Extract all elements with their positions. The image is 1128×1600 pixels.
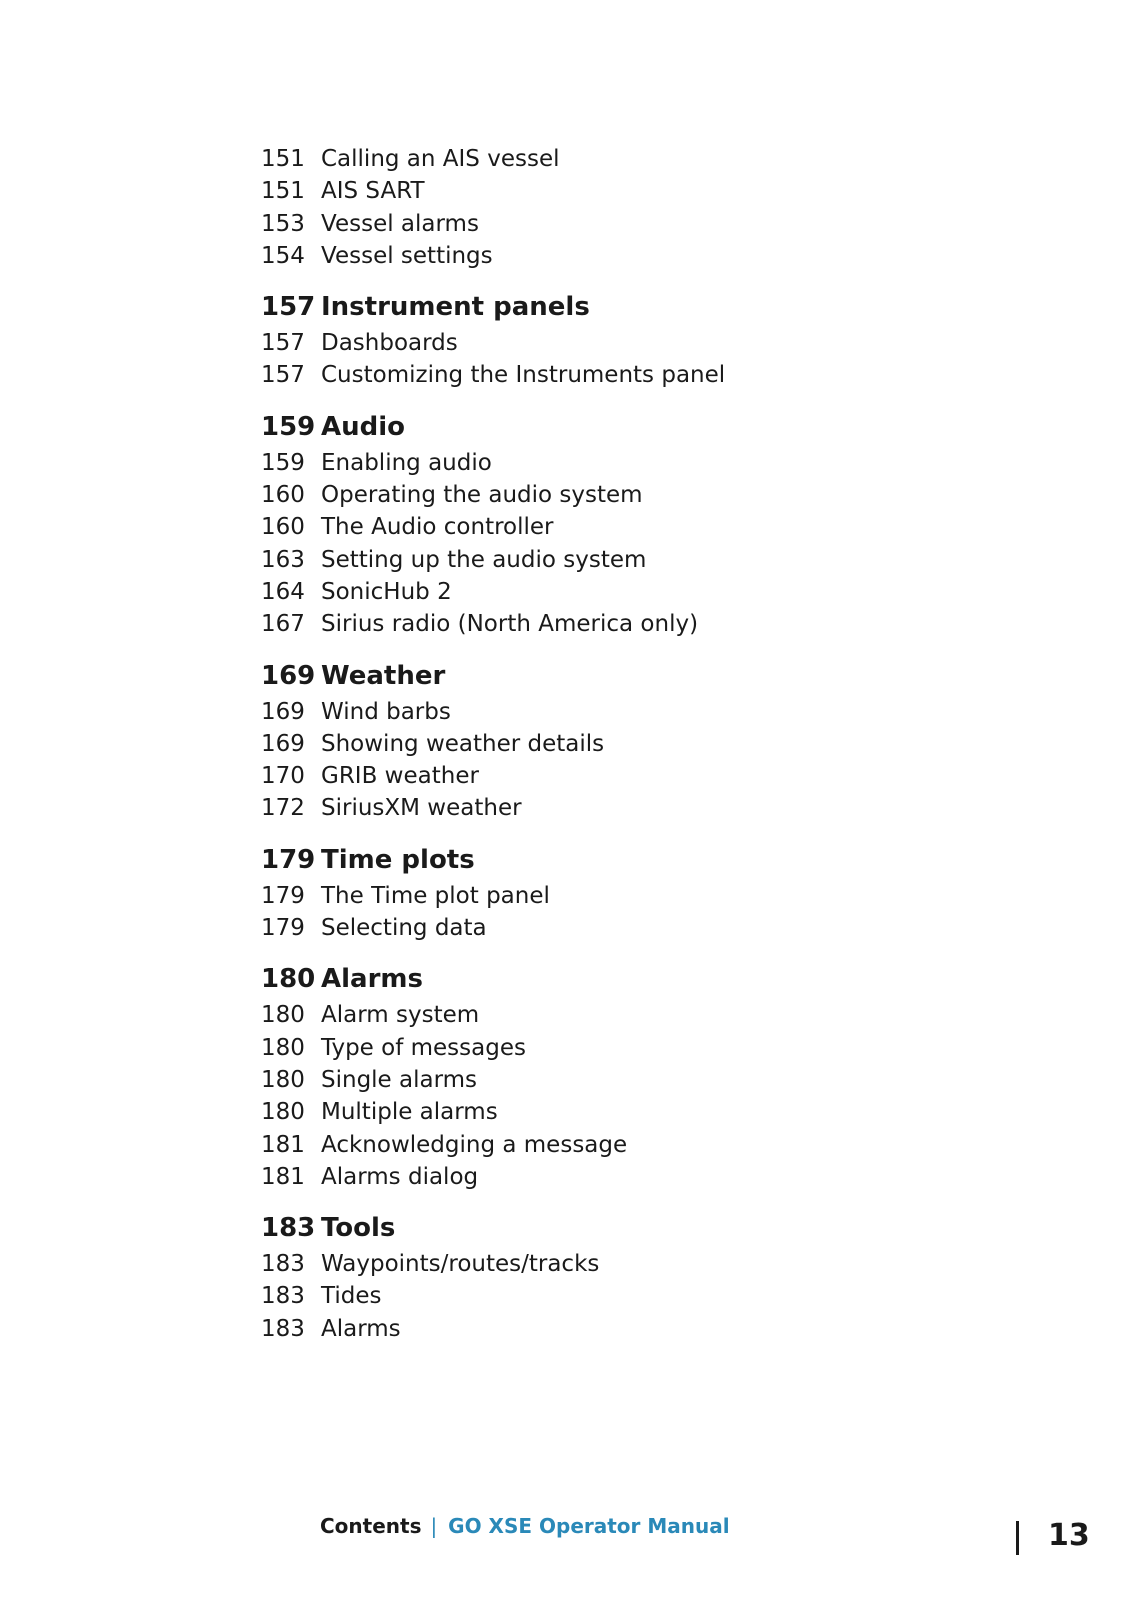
footer-section-label: Contents <box>320 1514 422 1538</box>
entry-page-number: 164 <box>261 578 305 605</box>
toc-section <box>261 658 961 825</box>
entry-page-number: 159 <box>261 449 305 476</box>
entry-page-number: 157 <box>261 362 305 389</box>
toc-section <box>261 289 961 392</box>
toc-entry[interactable] <box>261 728 961 760</box>
entry-page-number: 151 <box>261 178 305 205</box>
footer-manual-title: GO XSE Operator Manual <box>448 1514 730 1538</box>
entry-page-number: 160 <box>261 514 305 541</box>
chapter-title: Instrument panels <box>321 292 590 323</box>
toc-entry[interactable] <box>261 1161 961 1193</box>
toc-entry[interactable] <box>261 143 961 175</box>
chapter-page-number: 169 <box>261 660 316 691</box>
toc-entry[interactable] <box>261 240 961 272</box>
toc-entry[interactable] <box>261 1129 961 1161</box>
entry-page-number: 169 <box>261 730 305 757</box>
toc-entry[interactable] <box>261 880 961 912</box>
chapter-page-number: 180 <box>261 964 316 995</box>
entry-page-number: 183 <box>261 1283 305 1310</box>
toc-section <box>261 842 961 945</box>
toc-entry[interactable] <box>261 1032 961 1064</box>
table-of-contents <box>261 143 961 1345</box>
toc-entry[interactable] <box>261 912 961 944</box>
toc-entry[interactable] <box>261 999 961 1031</box>
entry-page-number: 154 <box>261 242 305 269</box>
chapter-page-number: 179 <box>261 844 316 875</box>
toc-entry[interactable] <box>261 1064 961 1096</box>
toc-section <box>261 961 961 1193</box>
entry-title: Type of messages <box>321 1034 526 1061</box>
toc-entry[interactable] <box>261 208 961 240</box>
toc-entry[interactable] <box>261 544 961 576</box>
toc-entry[interactable] <box>261 479 961 511</box>
entry-title: Calling an AIS vessel <box>321 146 560 172</box>
entry-page-number: 181 <box>261 1163 305 1190</box>
chapter-title: Alarms <box>321 964 423 995</box>
entry-title: Alarm system <box>321 1002 480 1029</box>
entry-title: Tides <box>321 1283 382 1310</box>
toc-entry[interactable] <box>261 760 961 792</box>
entry-page-number: 183 <box>261 1251 305 1278</box>
page-number-divider <box>1016 1521 1019 1555</box>
entry-title: Customizing the Instruments panel <box>321 362 726 389</box>
chapter-page-number: 157 <box>261 292 316 323</box>
toc-entry[interactable] <box>261 1313 961 1345</box>
entry-title: Waypoints/routes/tracks <box>321 1251 600 1278</box>
chapter-page-number: 159 <box>261 411 316 442</box>
entry-title: The Audio controller <box>321 514 554 541</box>
chapter-title: Time plots <box>321 844 475 875</box>
entry-page-number: 180 <box>261 1066 305 1093</box>
entry-page-number: 180 <box>261 1002 305 1029</box>
chapter-page-number: 183 <box>261 1213 316 1244</box>
toc-entry[interactable] <box>261 792 961 824</box>
entry-page-number: 153 <box>261 210 305 237</box>
entry-title: AIS SART <box>321 178 425 205</box>
entry-title: SiriusXM weather <box>321 795 522 822</box>
entry-title: Vessel alarms <box>321 210 479 237</box>
toc-entry[interactable] <box>261 175 961 207</box>
entry-page-number: 151 <box>261 146 305 172</box>
toc-entry[interactable] <box>261 576 961 608</box>
entry-page-number: 181 <box>261 1131 305 1158</box>
entry-page-number: 180 <box>261 1034 305 1061</box>
entry-title: Showing weather details <box>321 730 605 757</box>
entry-title: Alarms <box>321 1315 401 1342</box>
entry-page-number: 172 <box>261 795 305 822</box>
entry-title: Vessel settings <box>321 242 493 269</box>
entry-page-number: 179 <box>261 915 305 942</box>
entry-title: Sirius radio (North America only) <box>321 611 699 638</box>
chapter-title: Audio <box>321 411 406 442</box>
toc-entry[interactable] <box>261 1096 961 1128</box>
toc-entry[interactable] <box>261 327 961 359</box>
entry-title: Enabling audio <box>321 449 492 476</box>
entry-title: Single alarms <box>321 1066 478 1093</box>
footer-separator: | <box>430 1514 438 1538</box>
toc-chapter-heading[interactable] <box>261 961 961 997</box>
entry-page-number: 169 <box>261 698 305 725</box>
page-footer <box>320 1514 730 1538</box>
entry-page-number: 167 <box>261 611 305 638</box>
toc-chapter-heading[interactable] <box>261 658 961 694</box>
chapter-title: Weather <box>321 660 446 691</box>
toc-section <box>261 1210 961 1345</box>
toc-entry[interactable] <box>261 608 961 640</box>
entry-title: Acknowledging a message <box>321 1131 628 1158</box>
toc-chapter-heading[interactable] <box>261 409 961 445</box>
toc-entry[interactable] <box>261 447 961 479</box>
toc-entry[interactable] <box>261 696 961 728</box>
page-number: 13 <box>1048 1518 1090 1553</box>
entry-title: GRIB weather <box>321 763 479 790</box>
entry-page-number: 179 <box>261 882 305 909</box>
entry-page-number: 163 <box>261 546 305 573</box>
toc-section <box>261 409 961 641</box>
entry-page-number: 160 <box>261 482 305 509</box>
entry-page-number: 157 <box>261 330 305 357</box>
toc-chapter-heading[interactable] <box>261 842 961 878</box>
entry-title: Operating the audio system <box>321 482 643 509</box>
entry-title: Alarms dialog <box>321 1163 479 1190</box>
entry-title: Setting up the audio system <box>321 546 647 573</box>
toc-chapter-heading[interactable] <box>261 289 961 325</box>
toc-entry[interactable] <box>261 1280 961 1312</box>
toc-entry[interactable] <box>261 359 961 391</box>
toc-entry[interactable] <box>261 511 961 543</box>
entry-title: Dashboards <box>321 330 458 357</box>
chapter-title: Tools <box>321 1213 396 1244</box>
entry-page-number: 180 <box>261 1099 305 1126</box>
entry-title: Multiple alarms <box>321 1099 498 1126</box>
entry-title: Selecting data <box>321 915 487 942</box>
toc-chapter-heading[interactable] <box>261 1210 961 1246</box>
toc-section <box>261 143 961 272</box>
entry-page-number: 170 <box>261 763 305 790</box>
entry-page-number: 183 <box>261 1315 305 1342</box>
entry-title: Wind barbs <box>321 698 451 725</box>
toc-entry[interactable] <box>261 1248 961 1280</box>
entry-title: The Time plot panel <box>321 882 550 909</box>
entry-title: SonicHub 2 <box>321 578 452 605</box>
